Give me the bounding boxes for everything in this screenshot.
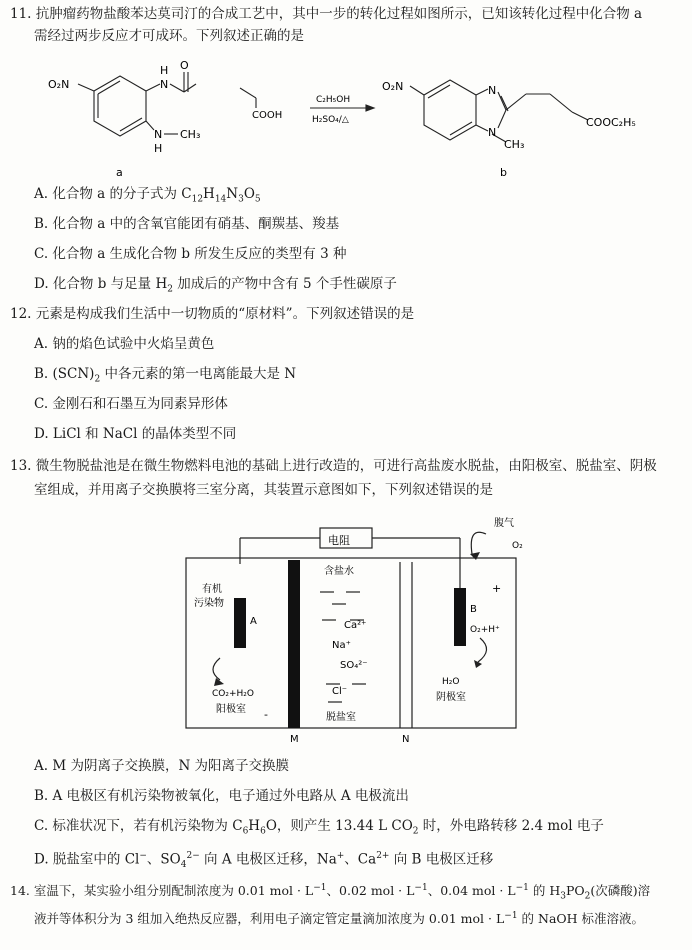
resistor-label: 电阻 [328,534,350,547]
so4-ion-label: SO₄²⁻ [340,660,368,671]
co2-label: CO₂+H₂O [212,689,254,699]
membrane-m [288,560,300,728]
electrode-a [234,598,246,648]
q11-option-d: D. 化合物 b 与足量 $H_2$ 加成后的产物中含有 5 个手性碳原子 [34,276,397,295]
q12-stem: 12. 元素是构成我们生活中一切物质的“原材料”。下列叙述错误的是 [10,306,415,322]
compound-b-label: b [500,166,507,179]
q12-option-c: C. 金刚石和石墨互为同素异形体 [34,396,228,412]
q13-option-c: C. 标准状况下，若有机污染物为 $C_6H_6O$，则产生 13.44 L $CO_2$ 时，外电路转移 2.4 mol 电子 [34,818,604,837]
b-n1-label: N [488,84,497,97]
methyl-label: CH₃ [180,128,201,141]
q12-option-b: B. $(SCN)_2$ 中各元素的第一电离能最大是 N [34,366,297,385]
amide-n-label: N [160,78,169,91]
electrode-b-label: B [470,604,477,615]
air-label: 腹气 [494,518,514,529]
electrode-a-label: A [250,616,257,627]
q11-stem-line2: 需经过两步反应才可成环。下列叙述正确的是 [34,28,304,44]
salt-water-label: 含盐水 [324,566,354,577]
amine-n-label: N [154,128,163,141]
cathode-room-label: 阴极室 [436,692,466,703]
b-ester-label: COOC₂H₅ [586,116,636,129]
q11-stem-line1: 11. 抗肿瘤药物盐酸苯达莫司汀的合成工艺中，其中一步的转化过程如图所示，已知该转化过程中化合物 a [10,6,643,22]
acid-reagent-label: COOH [252,110,283,121]
q13-option-b: B. A 电极区有机污染物被氧化，电子通过外电路从 A 电极流出 [34,788,409,804]
q11-option-c: C. 化合物 a 生成化合物 b 所发生反应的类型有 3 种 [34,246,347,262]
minus-label: - [264,708,268,721]
q13-option-d: D. 脱盐室中的 Cl−、$SO_4^{2-}$ 向 A 电极区迁移，Na+、$Ca^{2+}$ 向 B 电极区迁移 [34,851,494,871]
o2-label: O₂ [512,541,523,551]
q14-stem-line1: 14. 室温下，某实验小组分别配制浓度为 0.01 mol · $L^{-1}$、0.02 mol · $L^{-1}$、0.04 mol · $L^{-1}$ 的 $H_3PO_2$(次磷酸)溶 [10,883,651,902]
q11-reaction-scheme [20,56,680,180]
h-label: H [160,64,169,77]
q11-option-b: B. 化合物 a 中的含氧官能团有硝基、酮羰基、羧基 [34,216,340,232]
q14-stem-line2: 液并等体积分为 3 组加入绝热反应器，利用电子滴定管定量滴加浓度为 0.01 mol · $L^{-1}$ 的 NaOH 标准溶液。 [34,911,645,927]
h-bottom-label: H [154,142,163,155]
h2o-label: H₂O [442,677,460,687]
organic-label-1: 有机 [202,584,222,595]
q12-option-a: A. 钠的焰色试验中火焰呈黄色 [34,336,215,352]
b-n2-label: N [488,126,497,139]
nitro-label: O₂N [48,78,70,91]
carbonyl-o-label: O [180,59,189,72]
q13-option-a: A. M 为阴离子交换膜，N 为阳离子交换膜 [34,758,290,774]
compound-a-label: a [116,166,123,179]
o2h-label: O₂+H⁺ [470,625,500,635]
desalt-room-label: 脱盐室 [326,712,356,723]
plus-label: + [492,582,502,595]
b-nitro-label: O₂N [382,80,404,93]
q13-stem-line2: 室组成，并用离子交换膜将三室分离，其装置示意图如下，下列叙述错误的是 [34,482,493,498]
membrane-m-label: M [290,734,299,745]
condition-top-label: C₂H₅OH [316,95,351,105]
ca-ion-label: Ca²⁺ [344,620,367,631]
electrode-b [454,588,466,646]
organic-label-2: 污染物 [194,598,224,609]
anode-room-label: 阳极室 [216,704,246,715]
membrane-n-label: N [402,734,410,745]
b-methyl-label: CH₃ [504,138,525,151]
q11-option-a: A. 化合物 a 的分子式为 $C_{12}H_{14}N_3O_5$ [34,186,261,205]
q13-cell-diagram [150,508,550,748]
q12-option-d: D. LiCl 和 NaCl 的晶体类型不同 [34,426,237,442]
na-ion-label: Na⁺ [332,640,351,651]
cl-ion-label: Cl⁻ [332,686,348,697]
condition-bottom-label: H₂SO₄/△ [312,115,349,125]
q13-stem-line1: 13. 微生物脱盐池是在微生物燃料电池的基础上进行改造的，可进行高盐废水脱盐，由阳极室、脱盐室、阴极 [10,458,657,474]
